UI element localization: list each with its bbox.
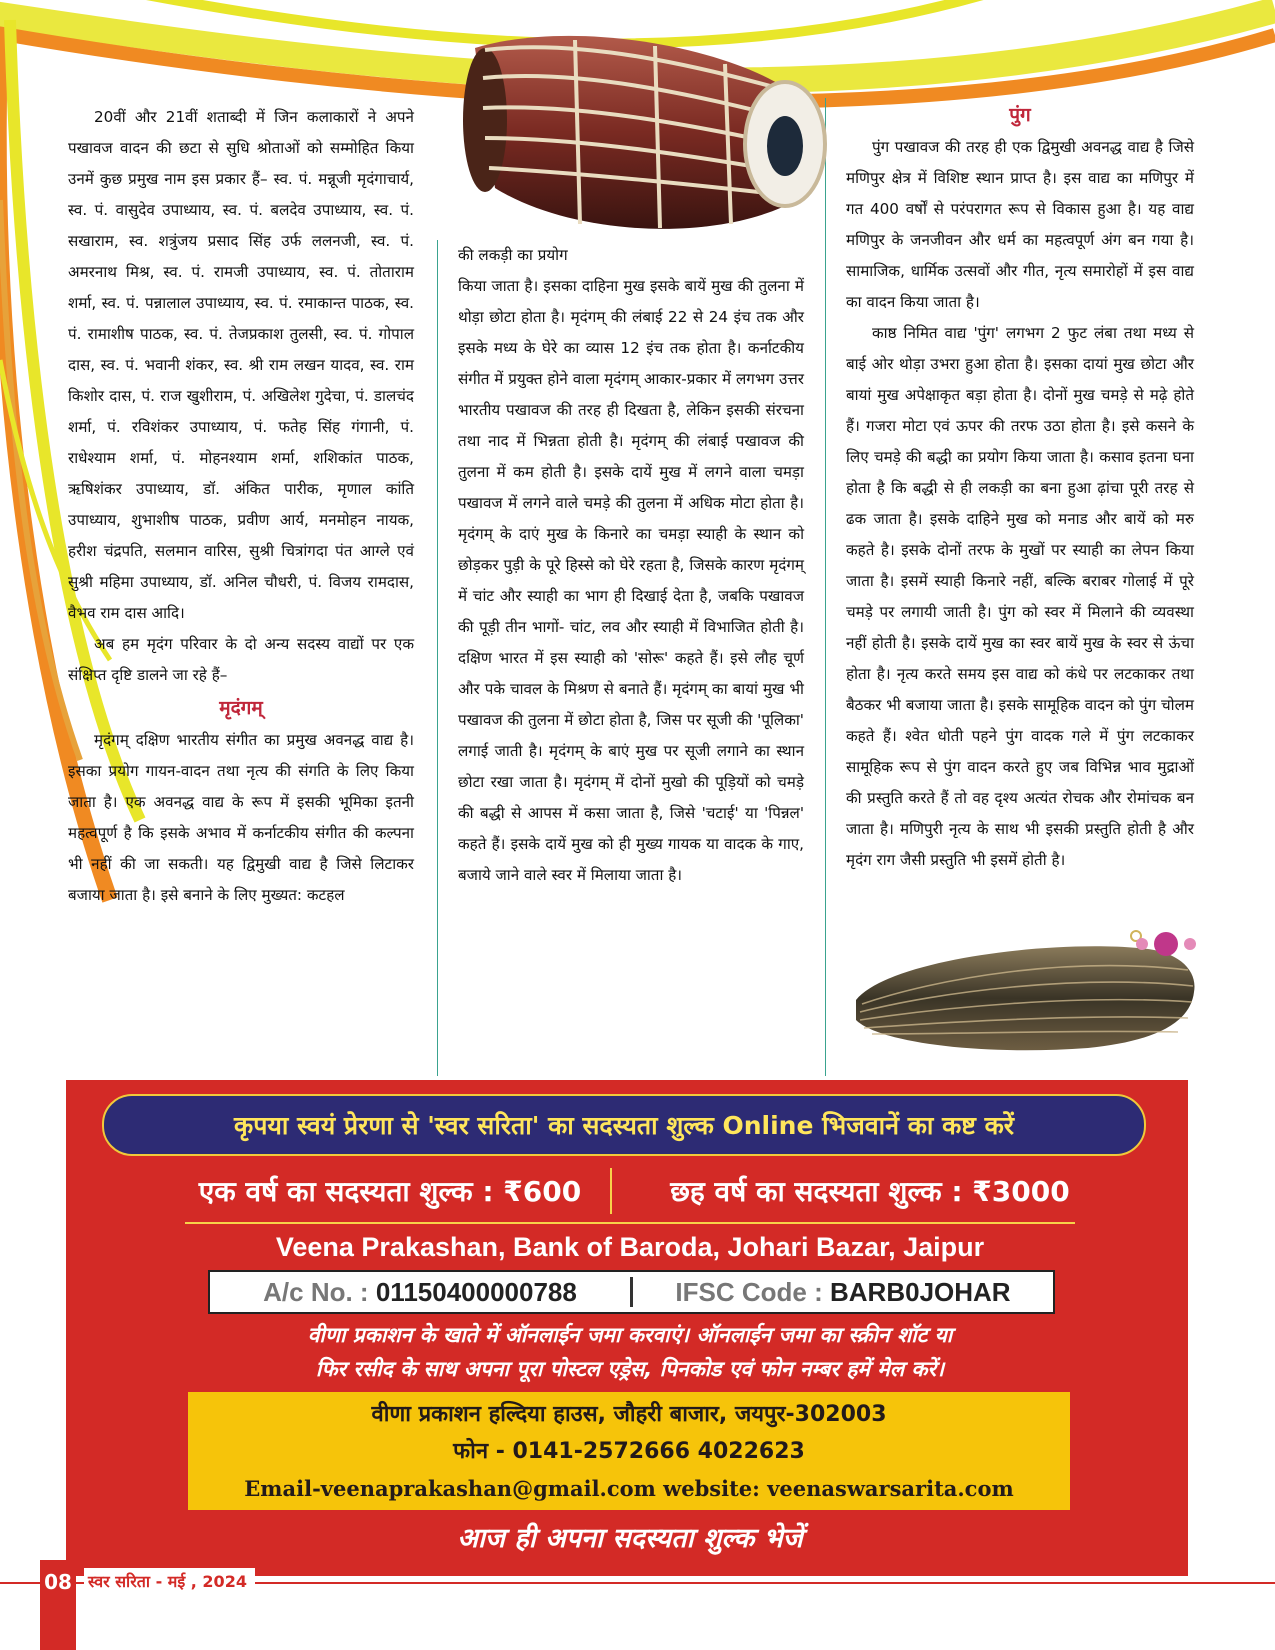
closing-line: आज ही अपना सदस्यता शुल्क भेजें [457, 1523, 803, 1554]
paragraph-intro: अब हम मृदंग परिवार के दो अन्य सदस्य वाद्यों पर एक संक्षिप्त दृष्टि डालने जा रहे हैं– [68, 635, 414, 684]
paragraph-artists: 20वीं और 21वीं शताब्दी में जिन कलाकारों ने अपने पखावज वादन की छटा से सुधि श्रोताओं को सम्मोहित किया उनमें कुछ प्रमुख नाम इस प्रकार हैं– स्व. पं. मन्नूजी मृदंगाचार्य, स्व. पं. वासुदेव उपाध्याय, स्व. पं. बलदेव उपाध्याय, स्व. पं. सखाराम, स्व. शत्रुंजय प्रसाद सिंह उर्फ ललनजी, स्व. पं. अमरनाथ मिश्र, स्व. पं. रामजी उपाध्याय, स्व. पं. तोताराम शर्मा, स्व. पं. पन्नालाल उपाध्याय, स्व. पं. रमाकान्त पाठक, स्व. पं. रामाशीष पाठक, स्व. पं. तेजप्रकाश तुलसी, स्व. पं. गोपाल दास, स्व. पं. भवानी शंकर, स्व. श्री राम लखन यादव, स्व. राम किशोर दास, पं. राज खुशीराम, पं. अखिलेश गुदेचा, पं. डालचंद शर्मा, पं. रविशंकर उपाध्याय, पं. फतेह सिंह गंगानी, पं. राधेश्याम शर्मा, पं. मोहनश्याम शर्मा, शशिकांत पाठक, ऋषिशंकर उपाध्याय, डॉ. अंकित पारीक, मृणाल कांति उपाध्याय, शुभाशीष पाठक, प्रवीण आर्य, मनमोहन नायक, हरीश चंद्रपति, सलमान वारिस, सुश्री चित्रांगदा पंत आग्ले एवं सुश्री महिमा उपाध्याय, डॉ. अनिल चौधरी, पं. विजय रामदास, वैभव राम दास आदि। [68, 108, 414, 622]
fee-six-year: छह वर्ष का सदस्यता शुल्क : ₹3000 [670, 1175, 1070, 1208]
decorative-dots [1134, 930, 1198, 958]
paragraph-pung-1: पुंग पखावज की तरह ही एक द्विमुखी अवनद्ध वाद्य है जिसे मणिपुर क्षेत्र में विशिष्ट स्थान प्राप्त है। इस वाद्य का मणिपुर में गत 400 वर्षों से परंपरागत रूप से विकास हुआ है। यह वाद्य मणिपुर के जनजीवन और धर्म का महत्वपूर्ण अंग बन गया है। सामाजिक, धार्मिक उत्सवों और गीत, नृत्य समारोहों में इस वाद्य का वादन किया जाता है। [846, 138, 1194, 311]
magazine-issue: स्वर सरिता - मई , 2024 [84, 1568, 255, 1596]
account-number [210, 1277, 630, 1308]
page-number: 08 [44, 1570, 72, 1594]
ifsc-value: BARB0JOHAR [830, 1276, 1011, 1307]
paragraph-mridangam-2b: किया जाता है। इसका दाहिना मुख इसके बायें मुख की तुलना में थोड़ा छोटा होता है। मृदंगम् की लंबाई 22 से 24 इंच तक और इसके मध्य के घेरे का व्यास 12 इंच तक होता है। कर्नाटकीय संगीत में प्रयुक्त होने वाला मृदंगम् आकार-प्रकार में लगभग उत्तर भारतीय पखावज की तरह ही दिखता है, लेकिन इसकी संरचना तथा नाद में भिन्नता होती है। मृदंगम् की लंबाई पखावज की तुलना में कम होती है। इसके दायें मुख में लगने वाला चमड़ा पखावज में लगने वाले चमड़े की तुलना में अधिक मोटा होता है। मृदंगम् के दाएं मुख के किनारे का चमड़ा स्याही के स्थान को छोड़कर पुड़ी के पूरे हिस्से को घेरे रहता है, जिसके कारण मृदंगम् में चांट और स्याही का भाग ही दिखाई देता है, जबकि पखावज की पूड़ी तीन भागों- चांट, लव और स्याही में विभाजित होती है। दक्षिण भारत में इस स्याही को 'सोरू' कहते हैं। इसे लौह चूर्ण और पके चावल के मिश्रण से बनाते हैं। मृदंगम् का बायां मुख भी पखावज की तुलना में छोटा होता है, जिस पर सूजी की 'पूलिका' लगाई जाती है। मृदंगम् के बाएं मुख पर सूजी लगाने का स्थान छोटा रखा जाता है। मृदंगम् में दोनों मुखो की पूड़ियों को चमड़े की बद्धी से आपस में कसा जाता है, जिसे 'चटाई' या 'पिन्नल' कहते हैं। इसके दायें मुख को ही मुख्य गायक या वादक के गाए, बजाये जाने वाले स्वर में मिलाया जाता है। [458, 277, 804, 884]
ad-divider [185, 1222, 1075, 1224]
ifsc-code [633, 1277, 1053, 1308]
fee-row [150, 1164, 1110, 1218]
account-value: 01150400000788 [375, 1276, 577, 1307]
heading-mridangam: मृदंगम् [219, 697, 263, 719]
ad-banner: कृपया स्वयं प्रेरणा से 'स्वर सरिता' का सदस्यता शुल्क Online भिजवानें का कष्ट करें [102, 1094, 1146, 1156]
deposit-note [150, 1318, 1110, 1386]
mridangam-drum-image [455, 28, 835, 236]
column-rule-left [437, 240, 438, 1076]
heading-pung: पुंग [1009, 104, 1031, 126]
fee-one-year: एक वर्ष का सदस्यता शुल्क : ₹600 [198, 1175, 582, 1208]
ifsc-label: IFSC Code : [675, 1276, 823, 1307]
account-box [208, 1270, 1055, 1314]
paragraph-mridangam-2a: की लकड़ी का प्रयोग [458, 246, 568, 264]
fee-divider [610, 1168, 612, 1214]
contact-email-website: Email-veenaprakashan@gmail.com website: veenaswarsarita.com [244, 1476, 1014, 1501]
account-label: A/c No. : [263, 1276, 369, 1307]
article-column-2 [458, 240, 804, 891]
deposit-note-line-2: फिर रसीद के साथ अपना पूरा पोस्टल एड्रेस, पिनकोड एवं फोन नम्बर हमें मेल करें। [315, 1357, 945, 1381]
deposit-note-line-1: वीणा प्रकाशन के खाते में ऑनलाईन जमा करवाएं। ऑनलाईन जमा का स्क्रीन शॉट या [307, 1323, 953, 1347]
column-rule-right [825, 98, 826, 1076]
paragraph-mridangam-1: मृदंगम् दक्षिण भारतीय संगीत का प्रमुख अवनद्ध वाद्य है। इसका प्रयोग गायन-वादन तथा नृत्य की संगति के लिए किया जाता है। एक अवनद्ध वाद्य के रूप में इसकी भूमिका इतनी महत्वपूर्ण है कि इसके अभाव में कर्नाटकीय संगीत की कल्पना भी नहीं की जा सकती। यह द्विमुखी वाद्य है जिसे लिटाकर बजाया जाता है। इसे बनाने के लिए मुख्यत: कटहल [68, 731, 414, 904]
paragraph-pung-2: काष्ठ निमित वाद्य 'पुंग' लगभग 2 फुट लंबा तथा मध्य से बाई ओर थोड़ा उभरा हुआ होता है। इसका दायां मुख छोटा और बायां मुख अपेक्षाकृत बड़ा होता है। दोनों मुख चमड़े से मढ़े होते हैं। गजरा मोटा एवं ऊपर की तरफ उठा होता है। इसे कसने के लिए चमड़े की बद्धी का प्रयोग किया जाता है। कसाव इतना घना होता है कि बद्धी से ही लकड़ी का बना हुआ ढ़ांचा पूरी तरह से ढक जाता है। इसके दाहिने मुख को मनाड और बायें को मरु कहते है। इसके दोनों तरफ के मुखों पर स्याही का लेपन किया जाता है। इसमें स्याही किनारे नहीं, बल्कि बराबर गोलाई में पूरे चमड़े पर लगायी जाती है। पुंग को स्वर में मिलाने की व्यवस्था नहीं होती है। इसके दायें मुख का स्वर बायें मुख के स्वर से ऊंचा होता है। नृत्य करते समय इस वाद्य को कंधे पर लटकाकर तथा बैठकर भी बजाया जाता है। इसके सामूहिक वादन को पुंग चोलम कहते हैं। श्वेत धोती पहने पुंग वादक गले में पुंग लटकाकर सामूहिक रूप से पुंग वादन करते हुए जब विभिन्न भाव मुद्राओं की प्रस्तुति करते हैं तो वह दृश्य अत्यंत रोचक और रोमांचक बन जाता है। मणिपुरी नृत्य के साथ भी इसकी प्रस्तुति होती है और मृदंग राग जैसी प्रस्तुति भी इसमें होती है। [846, 324, 1194, 869]
article-column-3 [846, 98, 1194, 876]
contact-address: वीणा प्रकाशन हल्दिया हाउस, जौहरी बाजार, जयपुर-302003 [371, 1402, 887, 1427]
bank-name: Veena Prakashan, Bank of Baroda, Johari Bazar, Jaipur [275, 1232, 985, 1262]
contact-phone: फोन - 0141-2572666 4022623 [453, 1439, 805, 1464]
article-column-1 [68, 102, 414, 911]
